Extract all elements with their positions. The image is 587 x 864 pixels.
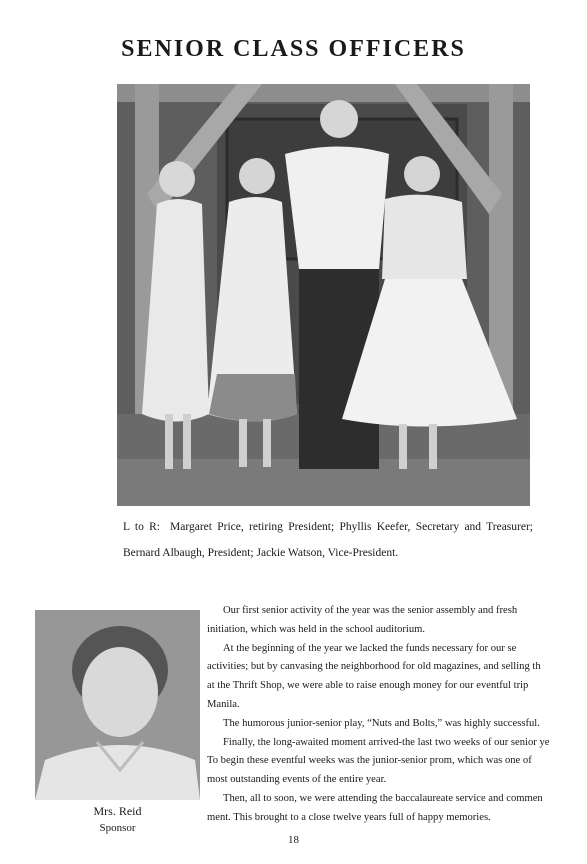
page-number: 18 xyxy=(288,834,299,846)
officers-group-photo xyxy=(117,84,530,506)
photo-caption xyxy=(123,514,533,566)
article-line: most outstanding events of the entire year. xyxy=(207,774,387,786)
sponsor-name: Mrs. Reid xyxy=(93,804,142,818)
article-line: activities; but by canvasing the neighborhood for old magazines, and selling th xyxy=(207,661,541,673)
article-line: Finally, the long-awaited moment arrived-the last two weeks of our senior ye xyxy=(223,736,550,748)
article-line: At the beginning of the year we lacked the funds necessary for our se xyxy=(223,642,517,654)
article-line: at the Thrift Shop, we were able to raise enough money for our eventful trip xyxy=(207,680,529,692)
article-line: To begin these eventful weeks was the junior-senior prom, which was one of xyxy=(207,755,532,767)
article-line: initiation, which was held in the school auditorium. xyxy=(207,623,426,635)
article-body xyxy=(207,602,587,832)
sponsor-role: Sponsor xyxy=(99,822,136,834)
article-line: Our first senior activity of the year was the senior assembly and fresh xyxy=(223,605,518,616)
article-line: The humorous junior-senior play, “Nuts and Bolts,” was highly successful. xyxy=(223,717,540,729)
article-line: Then, all to soon, we were attending the baccalaureate service and commen xyxy=(223,792,543,804)
caption-lead: L to R: xyxy=(123,521,161,533)
article-line: ment. This brought to a close twelve years full of happy memories. xyxy=(207,811,491,823)
caption-text: Margaret Price, retiring President; Phyllis Keefer, Secretary and Treasurer; Bernard Albaugh, President; Jackie Watson, Vice-President. xyxy=(123,521,533,559)
page-title: SENIOR CLASS OFFICERS xyxy=(121,36,466,62)
sponsor-portrait-photo xyxy=(35,610,200,800)
article-line: Manila. xyxy=(207,698,240,710)
